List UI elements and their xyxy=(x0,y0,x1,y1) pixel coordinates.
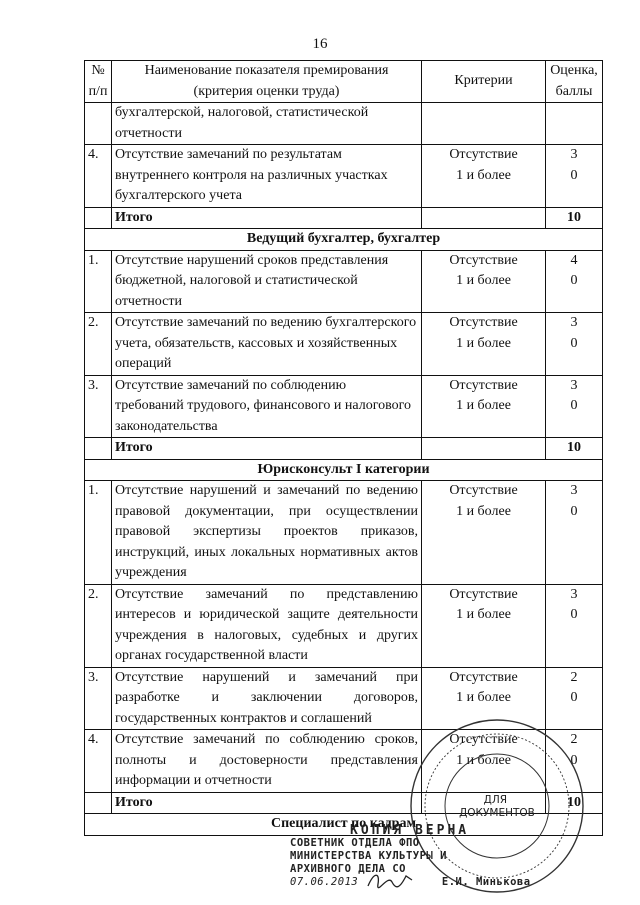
section-header-accountant xyxy=(85,229,603,251)
table-row xyxy=(85,481,603,585)
total-row xyxy=(85,438,603,460)
table-row xyxy=(85,313,603,376)
row-num: 2. xyxy=(85,584,112,667)
header-criteria: Критерии xyxy=(422,61,546,103)
row-score: 3 0 xyxy=(546,584,603,667)
cert-department: АРХИВНОГО ДЕЛА СО xyxy=(290,863,406,875)
row-score: 4 0 xyxy=(546,250,603,313)
row-name: Отсутствие нарушений и замечаний при разработке и заключении договоров, государственных контрактов и соглашений xyxy=(112,667,422,730)
row-score: 3 0 xyxy=(546,481,603,585)
row-num: 1. xyxy=(85,250,112,313)
row-num: 4. xyxy=(85,145,112,208)
table-row xyxy=(85,103,603,145)
row-num: 3. xyxy=(85,667,112,730)
cert-position: СОВЕТНИК ОТДЕЛА ФПО xyxy=(290,837,420,849)
continuation-text: бухгалтерской, налоговой, статистической отчетности xyxy=(112,103,422,145)
row-criteria: Отсутствие 1 и более xyxy=(422,313,546,376)
total-label: Итого xyxy=(112,207,422,229)
section-title: Специалист по кадрам xyxy=(85,814,603,836)
total-row xyxy=(85,207,603,229)
row-num: 4. xyxy=(85,730,112,793)
total-value: 10 xyxy=(546,207,603,229)
row-criteria: Отсутствие 1 и более xyxy=(422,667,546,730)
section-header-lawyer xyxy=(85,459,603,481)
signature xyxy=(366,868,414,892)
row-criteria: Отсутствие 1 и более xyxy=(422,584,546,667)
row-score: 2 0 xyxy=(546,667,603,730)
page-number: 16 xyxy=(312,36,328,52)
row-name: Отсутствие замечаний по представлению интересов и юридической защите деятельности учреждения в налоговых, судебных и других органах государственной власти xyxy=(112,584,422,667)
table-row xyxy=(85,250,603,313)
row-score: 2 0 xyxy=(546,730,603,793)
table-row xyxy=(85,375,603,438)
row-criteria: Отсутствие 1 и более xyxy=(422,730,546,793)
stamp-text: ДЛЯ ДОКУМЕНТОВ xyxy=(459,794,535,819)
cert-ministry: МИНИСТЕРСТВА КУЛЬТУРЫ И xyxy=(290,850,447,862)
total-label: Итого xyxy=(112,792,422,814)
row-name: Отсутствие нарушений и замечаний по ведению правовой документации, при осуществлении правовой экспертизы проектов приказов, инструкций, иных локальных нормативных актов учреждения xyxy=(112,481,422,585)
row-score: 3 0 xyxy=(546,375,603,438)
table-row xyxy=(85,145,603,208)
row-criteria: Отсутствие 1 и более xyxy=(422,375,546,438)
total-value: 10 xyxy=(546,438,603,460)
row-criteria: Отсутствие 1 и более xyxy=(422,145,546,208)
row-name: Отсутствие замечаний по соблюдению требований трудового, финансового и налогового законодательства xyxy=(112,375,422,438)
row-name: Отсутствие замечаний по ведению бухгалтерского учета, обязательств, кассовых и хозяйственных операций xyxy=(112,313,422,376)
table-row xyxy=(85,584,603,667)
header-num: № п/п xyxy=(85,61,112,103)
section-title: Юрисконсульт I категории xyxy=(85,459,603,481)
section-title: Ведущий бухгалтер, бухгалтер xyxy=(85,229,603,251)
row-name: Отсутствие нарушений сроков представления бюджетной, налоговой и статистической отчетности xyxy=(112,250,422,313)
row-criteria: Отсутствие 1 и более xyxy=(422,250,546,313)
row-name: Отсутствие замечаний по результатам внутреннего контроля на различных участках бухгалтерского учета xyxy=(112,145,422,208)
row-criteria: Отсутствие 1 и более xyxy=(422,481,546,585)
total-value: 10 xyxy=(546,792,603,814)
header-score: Оценка, баллы xyxy=(546,61,603,103)
cert-date: 07.06.2013 xyxy=(290,876,359,888)
total-label: Итого xyxy=(112,438,422,460)
row-name: Отсутствие замечаний по соблюдению сроков, полноты и достоверности представления информации и отчетности xyxy=(112,730,422,793)
cert-name: Е.И. Минькова xyxy=(441,876,531,888)
header-name: Наименование показателя премирования (критерия оценки труда) xyxy=(112,61,422,103)
row-num: 3. xyxy=(85,375,112,438)
table-header-row xyxy=(85,61,603,103)
copy-verified-label: КОПИЯ ВЕРНА xyxy=(350,823,470,838)
row-score: 3 0 xyxy=(546,313,603,376)
row-score: 3 0 xyxy=(546,145,603,208)
row-num: 2. xyxy=(85,313,112,376)
row-num: 1. xyxy=(85,481,112,585)
